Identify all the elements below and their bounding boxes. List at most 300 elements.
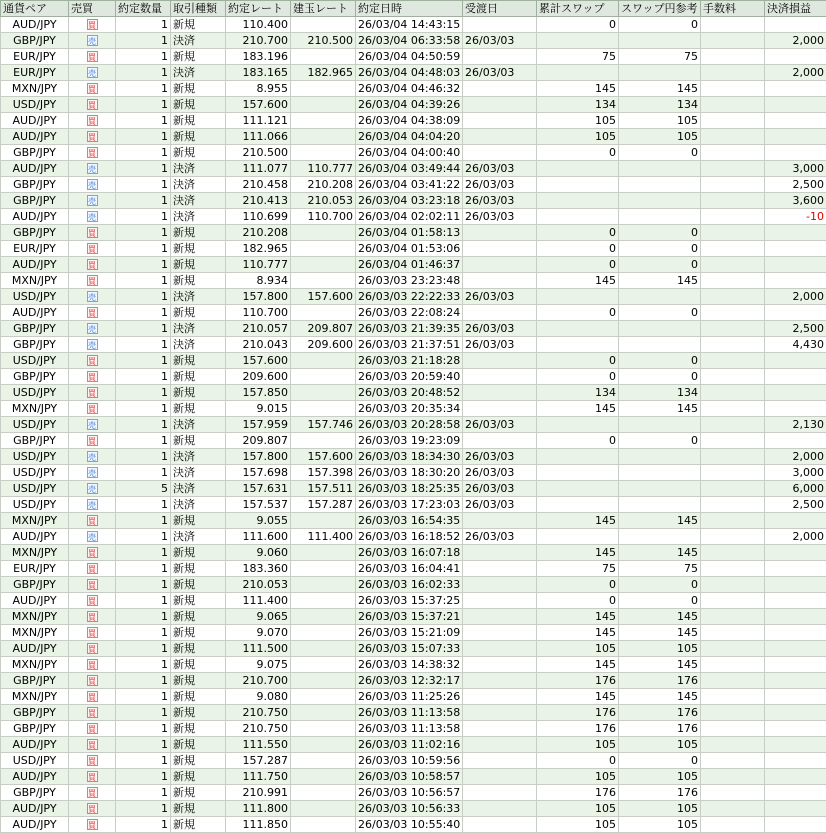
swap-cell: 0 xyxy=(537,369,619,385)
swap-cell: 145 xyxy=(537,401,619,417)
pair-cell: EUR/JPY xyxy=(1,49,69,65)
swap-cell: 0 xyxy=(537,225,619,241)
pair-cell: AUD/JPY xyxy=(1,209,69,225)
datetime-cell: 26/03/03 11:13:58 xyxy=(356,721,463,737)
pl-cell: 2,130 xyxy=(765,417,826,433)
pl-cell xyxy=(765,705,826,721)
settle-date-cell: 26/03/03 xyxy=(463,417,537,433)
swap-ref-cell: 0 xyxy=(619,305,701,321)
side-cell xyxy=(69,449,116,465)
open-rate-cell xyxy=(291,657,356,673)
datetime-cell: 26/03/03 21:18:28 xyxy=(356,353,463,369)
sell-badge: 売 xyxy=(87,291,98,302)
fee-cell xyxy=(701,193,765,209)
fee-cell xyxy=(701,433,765,449)
datetime-cell: 26/03/04 14:43:15 xyxy=(356,17,463,33)
datetime-cell: 26/03/03 21:37:51 xyxy=(356,337,463,353)
settle-date-cell xyxy=(463,81,537,97)
table-row[interactable] xyxy=(1,65,826,81)
datetime-cell: 26/03/03 10:55:40 xyxy=(356,817,463,833)
swap-cell: 0 xyxy=(537,593,619,609)
pl-cell: 6,000 xyxy=(765,481,826,497)
datetime-cell: 26/03/03 10:59:56 xyxy=(356,753,463,769)
fee-cell xyxy=(701,529,765,545)
side-cell xyxy=(69,81,116,97)
qty-cell: 1 xyxy=(116,49,171,65)
table-row[interactable] xyxy=(1,817,826,833)
buy-badge: 買 xyxy=(87,131,98,142)
datetime-cell: 26/03/04 01:53:06 xyxy=(356,241,463,257)
buy-badge: 買 xyxy=(87,51,98,62)
table-row[interactable] xyxy=(1,529,826,545)
side-cell xyxy=(69,465,116,481)
side-cell xyxy=(69,257,116,273)
rate-cell: 9.080 xyxy=(226,689,291,705)
table-row[interactable] xyxy=(1,177,826,193)
buy-badge: 買 xyxy=(87,723,98,734)
settle-date-cell xyxy=(463,705,537,721)
table-row[interactable] xyxy=(1,721,826,737)
swap-ref-cell: 145 xyxy=(619,609,701,625)
side-cell xyxy=(69,337,116,353)
rate-cell: 111.077 xyxy=(226,161,291,177)
fee-cell xyxy=(701,721,765,737)
pl-cell: -10 xyxy=(765,209,826,225)
settle-date-cell xyxy=(463,241,537,257)
open-rate-cell xyxy=(291,737,356,753)
swap-cell: 176 xyxy=(537,673,619,689)
swap-cell: 105 xyxy=(537,737,619,753)
table-row[interactable] xyxy=(1,593,826,609)
table-row[interactable] xyxy=(1,49,826,65)
qty-cell: 1 xyxy=(116,497,171,513)
pair-cell: AUD/JPY xyxy=(1,529,69,545)
open-rate-cell xyxy=(291,385,356,401)
qty-cell: 5 xyxy=(116,481,171,497)
swap-ref-cell: 0 xyxy=(619,433,701,449)
rate-cell: 111.800 xyxy=(226,801,291,817)
fee-cell xyxy=(701,81,765,97)
rate-cell: 210.413 xyxy=(226,193,291,209)
swap-ref-cell xyxy=(619,289,701,305)
pair-cell: USD/JPY xyxy=(1,353,69,369)
qty-cell: 1 xyxy=(116,449,171,465)
side-cell xyxy=(69,785,116,801)
table-row[interactable] xyxy=(1,145,826,161)
table-row[interactable] xyxy=(1,225,826,241)
open-rate-cell: 210.500 xyxy=(291,33,356,49)
side-cell xyxy=(69,401,116,417)
buy-badge: 買 xyxy=(87,83,98,94)
table-row[interactable] xyxy=(1,433,826,449)
datetime-cell: 26/03/03 16:02:33 xyxy=(356,577,463,593)
side-cell xyxy=(69,737,116,753)
table-row[interactable] xyxy=(1,673,826,689)
col-header-rate[interactable]: 約定レート xyxy=(226,1,291,17)
type-cell: 新規 xyxy=(171,81,226,97)
pair-cell: MXN/JPY xyxy=(1,609,69,625)
buy-badge: 買 xyxy=(87,579,98,590)
settle-date-cell xyxy=(463,769,537,785)
type-cell: 新規 xyxy=(171,625,226,641)
rate-cell: 9.075 xyxy=(226,657,291,673)
col-header-type[interactable]: 取引種類 xyxy=(171,1,226,17)
buy-badge: 買 xyxy=(87,19,98,30)
settle-date-cell: 26/03/03 xyxy=(463,289,537,305)
side-cell xyxy=(69,529,116,545)
rate-cell: 209.600 xyxy=(226,369,291,385)
table-row[interactable] xyxy=(1,113,826,129)
sell-badge: 売 xyxy=(87,451,98,462)
fee-cell xyxy=(701,161,765,177)
pl-cell xyxy=(765,369,826,385)
pair-cell: USD/JPY xyxy=(1,449,69,465)
pair-cell: USD/JPY xyxy=(1,481,69,497)
buy-badge: 買 xyxy=(87,659,98,670)
col-header-qty[interactable]: 約定数量 xyxy=(116,1,171,17)
pl-cell xyxy=(765,113,826,129)
pl-cell xyxy=(765,273,826,289)
table-row[interactable] xyxy=(1,289,826,305)
side-cell xyxy=(69,513,116,529)
settle-date-cell xyxy=(463,545,537,561)
fee-cell xyxy=(701,273,765,289)
table-row[interactable] xyxy=(1,385,826,401)
qty-cell: 1 xyxy=(116,225,171,241)
table-row[interactable] xyxy=(1,305,826,321)
table-row[interactable] xyxy=(1,353,826,369)
qty-cell: 1 xyxy=(116,721,171,737)
table-row[interactable] xyxy=(1,705,826,721)
buy-badge: 買 xyxy=(87,563,98,574)
table-row[interactable] xyxy=(1,801,826,817)
open-rate-cell xyxy=(291,513,356,529)
pl-cell xyxy=(765,817,826,833)
table-row[interactable] xyxy=(1,129,826,145)
col-header-pair[interactable]: 通貨ペア xyxy=(1,1,69,17)
qty-cell: 1 xyxy=(116,289,171,305)
swap-cell xyxy=(537,529,619,545)
datetime-cell: 26/03/04 03:23:18 xyxy=(356,193,463,209)
sell-badge: 売 xyxy=(87,211,98,222)
buy-badge: 買 xyxy=(87,147,98,158)
open-rate-cell xyxy=(291,689,356,705)
fee-cell xyxy=(701,305,765,321)
col-header-settle-date[interactable]: 受渡日 xyxy=(463,1,537,17)
qty-cell: 1 xyxy=(116,129,171,145)
qty-cell: 1 xyxy=(116,801,171,817)
fee-cell xyxy=(701,129,765,145)
swap-ref-cell xyxy=(619,161,701,177)
fee-cell xyxy=(701,465,765,481)
col-header-side[interactable]: 売買 xyxy=(69,1,116,17)
fee-cell xyxy=(701,593,765,609)
pl-cell xyxy=(765,561,826,577)
settle-date-cell xyxy=(463,673,537,689)
qty-cell: 1 xyxy=(116,513,171,529)
settle-date-cell xyxy=(463,577,537,593)
type-cell: 新規 xyxy=(171,561,226,577)
fee-cell xyxy=(701,337,765,353)
table-row[interactable] xyxy=(1,769,826,785)
swap-ref-cell: 176 xyxy=(619,673,701,689)
swap-ref-cell: 134 xyxy=(619,385,701,401)
sell-badge: 売 xyxy=(87,35,98,46)
fee-cell xyxy=(701,401,765,417)
qty-cell: 1 xyxy=(116,369,171,385)
pair-cell: USD/JPY xyxy=(1,753,69,769)
pl-cell: 4,430 xyxy=(765,337,826,353)
side-cell xyxy=(69,721,116,737)
pl-cell xyxy=(765,593,826,609)
datetime-cell: 26/03/03 22:08:24 xyxy=(356,305,463,321)
table-row[interactable] xyxy=(1,753,826,769)
swap-cell: 0 xyxy=(537,241,619,257)
qty-cell: 1 xyxy=(116,705,171,721)
fee-cell xyxy=(701,49,765,65)
pl-cell xyxy=(765,257,826,273)
swap-cell: 145 xyxy=(537,273,619,289)
type-cell: 新規 xyxy=(171,97,226,113)
col-header-swap-ref[interactable]: スワップ円参考 xyxy=(619,1,701,17)
qty-cell: 1 xyxy=(116,785,171,801)
table-row[interactable] xyxy=(1,497,826,513)
table-row[interactable] xyxy=(1,273,826,289)
buy-badge: 買 xyxy=(87,803,98,814)
buy-badge: 買 xyxy=(87,739,98,750)
swap-ref-cell: 0 xyxy=(619,593,701,609)
swap-cell xyxy=(537,289,619,305)
rate-cell: 157.287 xyxy=(226,753,291,769)
fee-cell xyxy=(701,113,765,129)
qty-cell: 1 xyxy=(116,689,171,705)
datetime-cell: 26/03/04 04:04:20 xyxy=(356,129,463,145)
rate-cell: 210.208 xyxy=(226,225,291,241)
swap-cell: 176 xyxy=(537,705,619,721)
table-row[interactable] xyxy=(1,465,826,481)
fee-cell xyxy=(701,545,765,561)
qty-cell: 1 xyxy=(116,577,171,593)
swap-cell: 176 xyxy=(537,785,619,801)
table-row[interactable] xyxy=(1,577,826,593)
rate-cell: 111.600 xyxy=(226,529,291,545)
open-rate-cell xyxy=(291,49,356,65)
side-cell xyxy=(69,625,116,641)
open-rate-cell xyxy=(291,129,356,145)
swap-ref-cell: 145 xyxy=(619,545,701,561)
table-row[interactable] xyxy=(1,449,826,465)
datetime-cell: 26/03/04 04:48:03 xyxy=(356,65,463,81)
open-rate-cell: 111.400 xyxy=(291,529,356,545)
fee-cell xyxy=(701,785,765,801)
type-cell: 新規 xyxy=(171,433,226,449)
table-row[interactable] xyxy=(1,545,826,561)
pair-cell: GBP/JPY xyxy=(1,577,69,593)
buy-badge: 買 xyxy=(87,627,98,638)
table-row[interactable] xyxy=(1,97,826,113)
col-header-swap[interactable]: 累計スワップ xyxy=(537,1,619,17)
col-header-datetime[interactable]: 約定日時 xyxy=(356,1,463,17)
type-cell: 決済 xyxy=(171,449,226,465)
table-row[interactable] xyxy=(1,209,826,225)
side-cell xyxy=(69,545,116,561)
qty-cell: 1 xyxy=(116,753,171,769)
buy-badge: 買 xyxy=(87,755,98,766)
type-cell: 新規 xyxy=(171,641,226,657)
swap-ref-cell xyxy=(619,481,701,497)
table-row[interactable] xyxy=(1,17,826,33)
rate-cell: 111.121 xyxy=(226,113,291,129)
pair-cell: GBP/JPY xyxy=(1,145,69,161)
buy-badge: 買 xyxy=(87,307,98,318)
open-rate-cell xyxy=(291,561,356,577)
qty-cell: 1 xyxy=(116,609,171,625)
pl-cell xyxy=(765,49,826,65)
datetime-cell: 26/03/03 20:35:34 xyxy=(356,401,463,417)
type-cell: 新規 xyxy=(171,801,226,817)
rate-cell: 210.458 xyxy=(226,177,291,193)
table-row[interactable] xyxy=(1,737,826,753)
type-cell: 決済 xyxy=(171,465,226,481)
datetime-cell: 26/03/03 12:32:17 xyxy=(356,673,463,689)
table-row[interactable] xyxy=(1,369,826,385)
table-row[interactable] xyxy=(1,481,826,497)
datetime-cell: 26/03/04 06:33:58 xyxy=(356,33,463,49)
swap-cell: 176 xyxy=(537,721,619,737)
datetime-cell: 26/03/03 16:07:18 xyxy=(356,545,463,561)
rate-cell: 111.750 xyxy=(226,769,291,785)
settle-date-cell xyxy=(463,49,537,65)
open-rate-cell xyxy=(291,225,356,241)
pl-cell xyxy=(765,737,826,753)
open-rate-cell: 157.600 xyxy=(291,289,356,305)
swap-ref-cell: 145 xyxy=(619,625,701,641)
buy-badge: 買 xyxy=(87,115,98,126)
side-cell xyxy=(69,97,116,113)
open-rate-cell: 157.398 xyxy=(291,465,356,481)
open-rate-cell xyxy=(291,305,356,321)
col-header-pl[interactable]: 決済損益 xyxy=(765,1,826,17)
pair-cell: MXN/JPY xyxy=(1,689,69,705)
qty-cell: 1 xyxy=(116,641,171,657)
settle-date-cell: 26/03/03 xyxy=(463,497,537,513)
rate-cell: 157.850 xyxy=(226,385,291,401)
datetime-cell: 26/03/04 03:49:44 xyxy=(356,161,463,177)
settle-date-cell xyxy=(463,609,537,625)
table-row[interactable] xyxy=(1,33,826,49)
pair-cell: GBP/JPY xyxy=(1,721,69,737)
type-cell: 新規 xyxy=(171,577,226,593)
side-cell xyxy=(69,241,116,257)
table-row[interactable] xyxy=(1,241,826,257)
settle-date-cell xyxy=(463,801,537,817)
settle-date-cell xyxy=(463,273,537,289)
fee-cell xyxy=(701,417,765,433)
table-row[interactable] xyxy=(1,625,826,641)
open-rate-cell xyxy=(291,369,356,385)
table-row[interactable] xyxy=(1,257,826,273)
pair-cell: AUD/JPY xyxy=(1,817,69,833)
pl-cell: 2,000 xyxy=(765,449,826,465)
rate-cell: 183.165 xyxy=(226,65,291,81)
rate-cell: 210.700 xyxy=(226,673,291,689)
swap-cell: 105 xyxy=(537,129,619,145)
swap-ref-cell: 0 xyxy=(619,241,701,257)
table-row[interactable] xyxy=(1,321,826,337)
datetime-cell: 26/03/03 10:56:57 xyxy=(356,785,463,801)
pair-cell: GBP/JPY xyxy=(1,705,69,721)
pair-cell: AUD/JPY xyxy=(1,113,69,129)
qty-cell: 1 xyxy=(116,561,171,577)
fee-cell xyxy=(701,225,765,241)
table-row[interactable] xyxy=(1,561,826,577)
table-row[interactable] xyxy=(1,417,826,433)
open-rate-cell xyxy=(291,673,356,689)
col-header-open-rate[interactable]: 建玉レート xyxy=(291,1,356,17)
fee-cell xyxy=(701,369,765,385)
pl-cell xyxy=(765,785,826,801)
type-cell: 新規 xyxy=(171,689,226,705)
pair-cell: AUD/JPY xyxy=(1,161,69,177)
table-row[interactable] xyxy=(1,689,826,705)
table-row[interactable] xyxy=(1,81,826,97)
table-row[interactable] xyxy=(1,193,826,209)
rate-cell: 210.057 xyxy=(226,321,291,337)
pl-cell xyxy=(765,97,826,113)
pl-cell: 3,000 xyxy=(765,161,826,177)
table-row[interactable] xyxy=(1,785,826,801)
swap-ref-cell: 176 xyxy=(619,785,701,801)
rate-cell: 110.400 xyxy=(226,17,291,33)
qty-cell: 1 xyxy=(116,433,171,449)
table-row[interactable] xyxy=(1,161,826,177)
col-header-fee[interactable]: 手数料 xyxy=(701,1,765,17)
swap-cell: 0 xyxy=(537,257,619,273)
table-row[interactable] xyxy=(1,337,826,353)
side-cell xyxy=(69,705,116,721)
settle-date-cell xyxy=(463,641,537,657)
buy-badge: 買 xyxy=(87,707,98,718)
open-rate-cell xyxy=(291,785,356,801)
datetime-cell: 26/03/04 02:02:11 xyxy=(356,209,463,225)
side-cell xyxy=(69,769,116,785)
type-cell: 新規 xyxy=(171,817,226,833)
fee-cell xyxy=(701,17,765,33)
settle-date-cell xyxy=(463,689,537,705)
table-row[interactable] xyxy=(1,657,826,673)
type-cell: 新規 xyxy=(171,545,226,561)
swap-ref-cell xyxy=(619,33,701,49)
fee-cell xyxy=(701,737,765,753)
table-row[interactable] xyxy=(1,513,826,529)
table-row[interactable] xyxy=(1,609,826,625)
fee-cell xyxy=(701,33,765,49)
pl-cell xyxy=(765,353,826,369)
open-rate-cell xyxy=(291,273,356,289)
pair-cell: GBP/JPY xyxy=(1,177,69,193)
type-cell: 新規 xyxy=(171,513,226,529)
swap-cell: 0 xyxy=(537,145,619,161)
table-row[interactable] xyxy=(1,401,826,417)
pair-cell: GBP/JPY xyxy=(1,673,69,689)
table-row[interactable] xyxy=(1,641,826,657)
datetime-cell: 26/03/03 20:28:58 xyxy=(356,417,463,433)
swap-ref-cell: 145 xyxy=(619,657,701,673)
buy-badge: 買 xyxy=(87,515,98,526)
buy-badge: 買 xyxy=(87,403,98,414)
fee-cell xyxy=(701,577,765,593)
swap-ref-cell: 75 xyxy=(619,561,701,577)
